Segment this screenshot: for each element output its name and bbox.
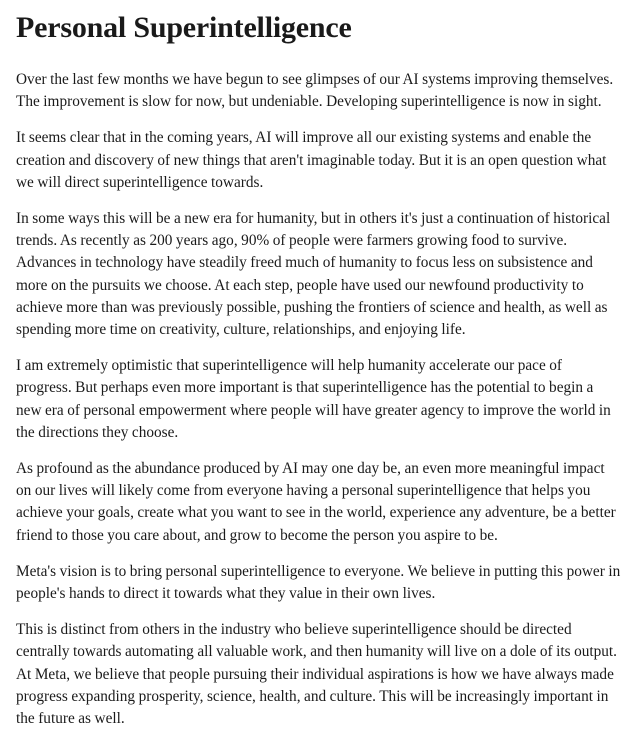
paragraph-4: I am extremely optimistic that superintelligence will help humanity accelerate our pace of progress. But perhaps even more important is that superintelligence has the potential to begin a new era of personal empowerment where people will have greater agency to improve the world in the directions they choose. [16,357,611,441]
paragraph-5: As profound as the abundance produced by AI may one day be, an even more meaningful impact on our lives will likely come from everyone having a personal superintelligence that helps you achieve your goals, create what you want to see in the world, experience any adventure, be a better friend to those you care about, and grow to become the person you aspire to be. [16,460,616,544]
paragraph-2: It seems clear that in the coming years, AI will improve all our existing systems and enable the creation and discovery of new things that aren't imaginable today. But it is an open question what we will direct superintelligence towards. [16,129,607,191]
paragraph-7: This is distinct from others in the industry who believe superintelligence should be directed centrally towards automating all valuable work, and then humanity will live on a dole of its output. At Meta, we believe that people pursuing their individual aspirations is how we have always made progress expanding prosperity, science, health, and culture. This will be increasingly important in the future as well. [16,621,617,728]
paragraph-6: Meta's vision is to bring personal superintelligence to everyone. We believe in putting this power in people's hands to direct it towards what they value in their own lives. [16,562,621,603]
article-body [16,69,621,744]
page-title: Personal Superintelligence [16,11,352,44]
paragraph-3: In some ways this will be a new era for humanity, but in others it's just a continuation of historical trends. As recently as 200 years ago, 90% of people were farmers growing food to survive. Advances in technology have steadily freed much of humanity to focus less on subsistence and more on the pursuits we choose. At each step, people have used our newfound productivity to achieve more than was previously possible, pushing the frontiers of science and health, as well as spending more time on creativity, culture, relationships, and enjoying life. [16,210,611,339]
paragraph-1: Over the last few months we have begun to see glimpses of our AI systems improving themselves. The improvement is slow for now, but undeniable. Developing superintelligence is now in sight. [16,71,614,111]
